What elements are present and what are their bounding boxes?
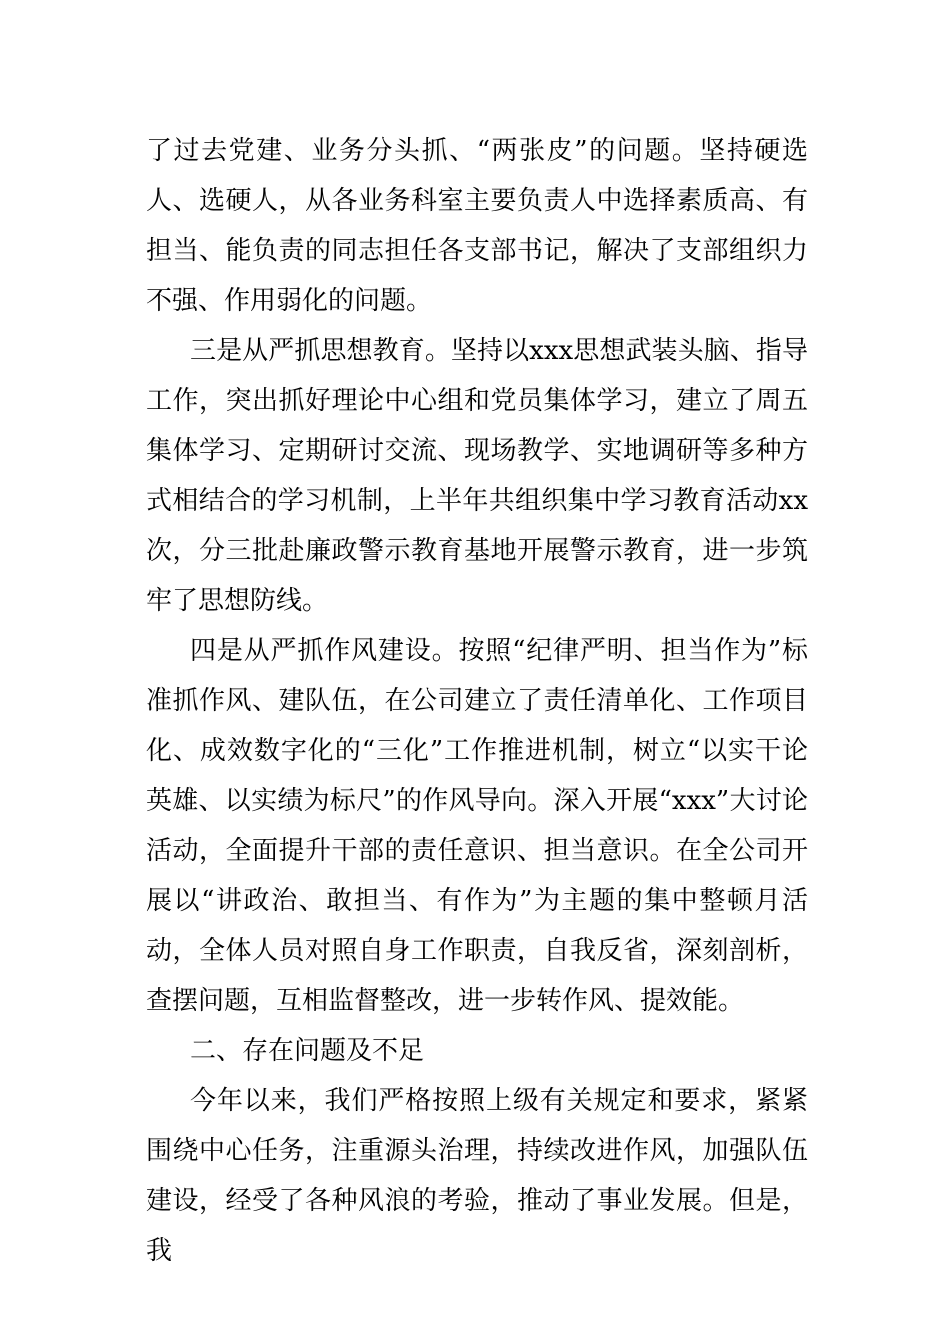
paragraph-problems-intro: 今年以来，我们严格按照上级有关规定和要求，紧紧围绕中心任务，注重源头治理，持续改进作风，加强队伍建设，经受了各种风浪的考验，推动了事业发展。但是，我: [146, 1086, 808, 1266]
paragraph-work-style: 四是从严抓作风建设。按照“纪律严明、担当作为”标准抓作风、建队伍，在公司建立了责任清单化、工作项目化、成效数字化的“三化”工作推进机制，树立“以实干论英雄、以实绩为标尺”的作风导向。深入开展“xxx”大讨论活动，全面提升干部的责任意识、担当意识。在全公司开展以“讲政治、敢担当、有作为”为主题的集中整顿月活动，全体人员对照自身工作职责，自我反省，深刻剖析，查摆问题，互相监督整改，进一步转作风、提效能。: [146, 636, 808, 1016]
body-text: [146, 126, 808, 1276]
section-heading-problems: 二、存在问题及不足: [190, 1036, 425, 1066]
paragraph-continued: 了过去党建、业务分头抓、“两张皮”的问题。坚持硬选人、选硬人，从各业务科室主要负责人中选择素质高、有担当、能负责的同志担任各支部书记，解决了支部组织力不强、作用弱化的问题。: [146, 136, 808, 316]
paragraph-thought-education: 三是从严抓思想教育。坚持以xxx思想武装头脑、指导工作，突出抓好理论中心组和党员集体学习，建立了周五集体学习、定期研讨交流、现场教学、实地调研等多种方式相结合的学习机制，上半年共组织集中学习教育活动xx次，分三批赴廉政警示教育基地开展警示教育，进一步筑牢了思想防线。: [146, 336, 808, 616]
